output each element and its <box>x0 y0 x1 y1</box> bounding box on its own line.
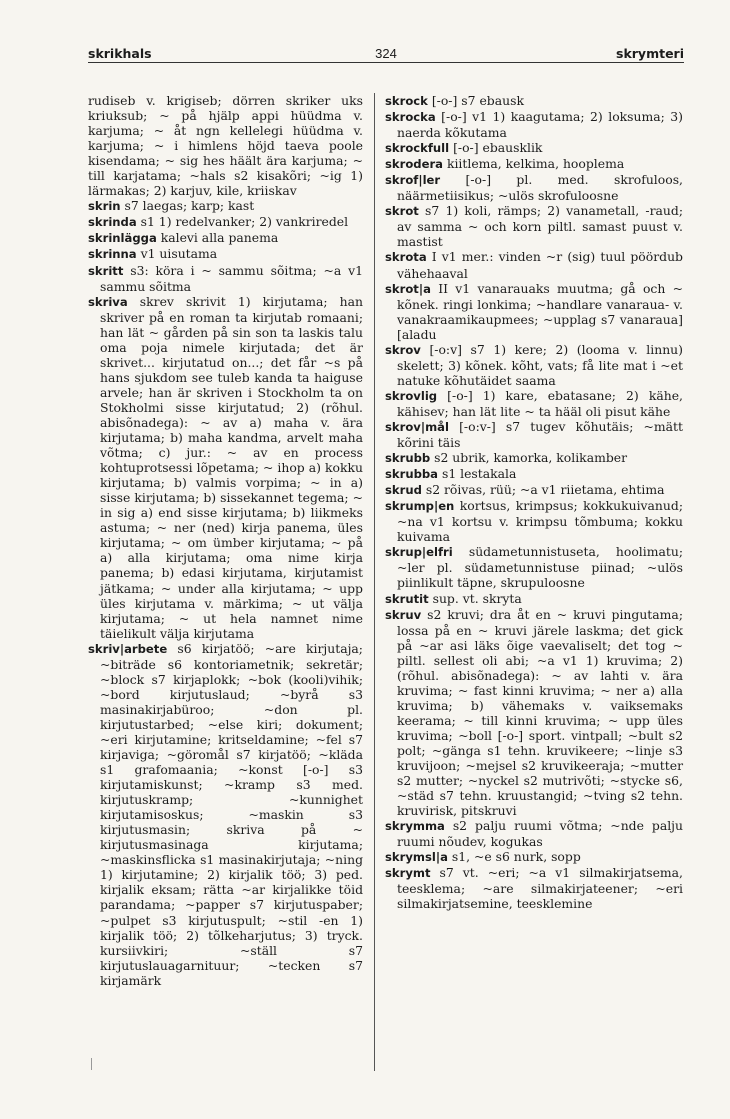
headword: skrof|ler <box>385 173 441 188</box>
column-divider <box>374 93 375 1071</box>
headword: skrymsl|a <box>385 850 448 865</box>
dictionary-entry: skrinna v1 uisutama <box>88 246 218 262</box>
headword: skrymma <box>385 819 445 834</box>
headword: skrinda <box>88 215 137 230</box>
dictionary-entry: skritt s3: köra i ~ sammu sõitma; ~a v1 sammu sõitma <box>88 262 363 294</box>
headword: skrup|elfri <box>385 545 453 560</box>
dictionary-entry: skrinda s1 1) redelvanker; 2) vankriredel <box>88 214 349 230</box>
headword: skrovlig <box>385 388 438 403</box>
headword: skrov <box>385 342 421 357</box>
page-number: 324 <box>375 46 397 61</box>
dictionary-entry: skruv s2 kruvi; dra åt en ~ kruvi pingutama; lossa på en ~ kruvi järele laskma; det gick på ~ar asi läks õige vaevaliselt; det tog ~ piltl. sellest oli abi; ~a v1 1) kruvima; 2) (rõhul. abisõnadega): ~ av lahti v. ära kruvima; ~ fast kinni kruvima; ~ ner a) alla kruvima; b) vähemaks v. vaiksemaks keerama; ~ till kinni kruvima; ~ upp üles kruvima; ~boll [-o-] sport. vintpall; ~bult s2 polt; ~gänga s1 tehn. kruvikeere; ~linje s3 kruvijoon; ~mejsel s2 kruvikeeraja; ~mutter s2 mutter; ~nyckel s2 mutrivõti; ~stycke s6, ~städ s7 tehn. kruustangid; ~tving s2 tehn. kruvirisk, pitskruvi <box>385 606 683 819</box>
dictionary-entry: skrodera kiitlema, kelkima, hooplema <box>385 156 625 172</box>
headword: skrin <box>88 199 121 214</box>
headword: skriva <box>88 294 128 309</box>
headword: skrodera <box>385 157 443 172</box>
right-column <box>385 93 683 911</box>
dictionary-entry: rudiseb v. krigiseb; dörren skriker uks kriuksub; ~ på hjälp appi hüüdma v. karjuma; ~ åt ngn kellelegi hüüdma v. karjuma; ~ i himlens höjd taeva poole kisendama; ~ sig hes häält ära karjuma; ~ till karjatama; ~hals s2 kisakõri; ~ig 1) lärmakas; 2) karjuv, kile, kriiskav <box>88 93 363 199</box>
headword: skrud <box>385 483 422 498</box>
headword: skruv <box>385 607 422 622</box>
headword: skrota <box>385 250 427 265</box>
dictionary-entry: skrof|ler [-o-] pl. med. skrofuloos, näärmetiisikus; ~ulös skrofuloosne <box>385 172 683 204</box>
page-header <box>88 40 684 63</box>
headword: skritt <box>88 263 124 278</box>
dictionary-entry: skrot|a II v1 vanarauaks muutma; gå och ~ kõnek. ringi lonkima; ~handlare vanaraua- v. vanakraamikaupmees; ~upplag s7 vanaraua][aladu <box>385 280 683 342</box>
dictionary-entry: skrocka [-o-] v1 1) kaagutama; 2) loksuma; 3) naerda kõkutama <box>385 109 683 141</box>
dictionary-entry: skriv|arbete s6 kirjatöö; ~are kirjutaja; ~biträde s6 kontoriametnik; sekretär; ~block s7 kirjaplokk; ~bok (kooli)vihik; ~bord kirjutuslaud; ~byrå s3 masinakirjabüroo; ~don pl. kirjutustarbed; ~else kiri; dokument; ~eri kirjutamine; kritseldamine; ~fel s7 kirjaviga; ~göromål s7 kirjatöö; ~kläda s1 grafomaania; ~konst [-o-] s3 kirjutamiskunst; ~kramp s3 med. kirjutuskramp; ~kunnighet kirjutamisoskus; ~maskin s3 kirjutusmasin; skriva på ~ kirjutusmasinaga kirjutama; ~maskinsflicka s1 masinakirjutaja; ~ning 1) kirjutamine; 2) kirjalik töö; 3) ped. kirjalik eksam; rätta ~ar kirjalikke töid parandama; ~papper s7 kirjutuspaber; ~pulpet s3 kirjutuspult; ~stil -en 1) kirjalik töö; 2) tõlkeharjutus; 3) tryck. kursiivkiri; ~ställ s7 kirjutuslauagarnituur; ~tecken s7 kirjamärk <box>88 640 363 988</box>
dictionary-entry: skrockfull [-o-] ebausklik <box>385 140 543 156</box>
dictionary-entry: skrovlig [-o-] 1) kare, ebatasane; 2) kähe, kähisev; han lät lite ~ ta hääl oli pisut kähe <box>385 387 683 419</box>
dictionary-entry: skrymt s7 vt. ~eri; ~a v1 silmakirjatsema, teesklema; ~are silmakirjateener; ~eri silmakirjatsemine, teesklemine <box>385 865 683 912</box>
dictionary-entry: skrud s2 rõivas, rüü; ~a v1 riietama, ehtima <box>385 482 665 498</box>
dictionary-entry: skrubb s2 ubrik, kamorka, kolikamber <box>385 450 628 466</box>
margin-mark <box>91 1058 93 1070</box>
dictionary-entry: skrock [-o-] s7 ebausk <box>385 93 524 108</box>
headword: skrockfull <box>385 141 450 156</box>
dictionary-entry: skrymma s2 palju ruumi võtma; ~nde palju ruumi nõudev, kogukas <box>385 818 683 850</box>
headword: skrinna <box>88 247 137 262</box>
dictionary-entry: skrubba s1 lestakala <box>385 466 517 482</box>
header-left-headword: skrikhals <box>88 46 152 61</box>
headword: skrot|a <box>385 281 431 296</box>
dictionary-entry: skriva skrev skrivit 1) kirjutama; han skriver på en roman ta kirjutab romaani; han lät ~ gården på sin son ta laskis talu oma poja nimele kirjutada; det är skrivet... kirjutatud on...; det får ~s på hans sjukdom see tuleb kanda ta haiguse arvele; han är skriven i Stockholm ta on Stokholmi sisse kirjutatud; 2) (rõhul. abisõnadega): ~ av a) maha v. ära kirjutama; b) maha kandma, arvelt maha võtma; c) jur.: ~ av en process kohtuprotsessi lõpetama; ~ ihop a) kokku kirjutama; b) valmis vorpima; ~ in a) sisse kirjutama; b) sissekannet tegema; ~ in sig a) end sisse kirjutama; b) liikmeks astuma; ~ ner (ned) kirja panema, üles kirjutama; ~ om ümber kirjutama; ~ på a) alla kirjutama; oma nime kirja panema; b) edasi kirjutama, kirjutamist jätkama; ~ under alla kirjutama; ~ upp üles kirjutama v. märkima; ~ ut välja kirjutama; ~ ut hela namnet nime täielikult välja kirjutama <box>88 293 363 641</box>
headword: skrov|mål <box>385 419 449 434</box>
dictionary-entry: skrup|elfri südametunnistuseta, hoolimatu; ~ler pl. südametunnistuse piinad; ~ulös piinlikult täpne, skrupuloosne <box>385 544 683 591</box>
headword: skrot <box>385 204 419 219</box>
headword: skrymt <box>385 866 431 881</box>
dictionary-entry: skrota I v1 mer.: vinden ~r (sig) tuul pöördub vähehaaval <box>385 249 683 281</box>
dictionary-entry: skrymsl|a s1, ~e s6 nurk, sopp <box>385 849 581 865</box>
dictionary-entry: skrin s7 laegas; karp; kast <box>88 198 255 214</box>
headword: skrubb <box>385 451 431 466</box>
headword: skrump|en <box>385 499 455 514</box>
dictionary-entry: skrov|mål [-o:v-] s7 tugev kõhutäis; ~mätt kõrini täis <box>385 418 683 451</box>
dictionary-entry: skrutit sup. vt. skryta <box>385 590 522 606</box>
headword: skrubba <box>385 467 439 482</box>
headword: skrock <box>385 94 428 108</box>
dictionary-entry: skrov [-o:v] s7 1) kere; 2) (looma v. linnu) skelett; 3) kõnek. kõht, vats; få lite mat i ~et natuke kõhutäidet saama <box>385 341 683 388</box>
headword: skrutit <box>385 591 429 606</box>
dictionary-entry: skrinlägga kalevi alla panema <box>88 230 279 246</box>
header-right-headword: skrymteri <box>616 46 684 61</box>
dictionary-entry: skrot s7 1) koli, rämps; 2) vanametall, -raud; av samma ~ och korn piltl. samast puust v. mastist <box>385 203 683 250</box>
dictionary-entry: skrump|en kortsus, krimpsus; kokkukuivanud; ~na v1 kortsu v. krimpsu tõmbuma; kokku kuivama <box>385 498 683 545</box>
headword: skrocka <box>385 110 436 125</box>
left-column <box>88 93 363 988</box>
headword: skrinlägga <box>88 231 157 246</box>
headword: skriv|arbete <box>88 641 168 656</box>
